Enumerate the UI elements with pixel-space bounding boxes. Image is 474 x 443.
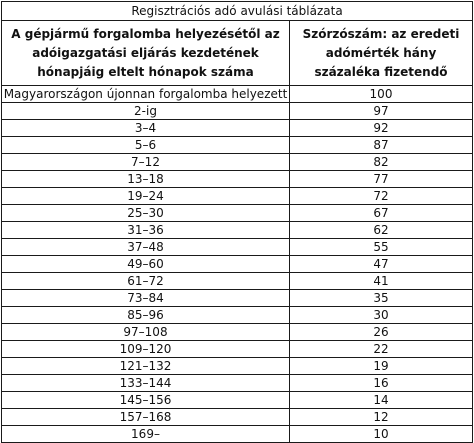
months-cell: 145–156 (2, 392, 290, 409)
table-row (2, 154, 473, 171)
percent-cell: 35 (290, 290, 473, 307)
months-cell: 169– (2, 426, 290, 443)
table-row (2, 86, 473, 103)
months-cell: 19–24 (2, 188, 290, 205)
percent-cell: 22 (290, 341, 473, 358)
months-cell: 2-ig (2, 103, 290, 120)
table-row (2, 120, 473, 137)
percent-cell: 10 (290, 426, 473, 443)
months-cell: 31–36 (2, 222, 290, 239)
months-cell: 61–72 (2, 273, 290, 290)
table-row (2, 103, 473, 120)
table-row (2, 358, 473, 375)
percent-cell: 87 (290, 137, 473, 154)
months-cell: 3–4 (2, 120, 290, 137)
months-cell: 13–18 (2, 171, 290, 188)
percent-cell: 19 (290, 358, 473, 375)
table-row (2, 239, 473, 256)
percent-cell: 77 (290, 171, 473, 188)
percent-cell: 62 (290, 222, 473, 239)
depreciation-table (1, 1, 473, 443)
months-cell: 37–48 (2, 239, 290, 256)
table-title: Regisztrációs adó avulási táblázata (2, 2, 473, 21)
percent-cell: 12 (290, 409, 473, 426)
months-cell: 73–84 (2, 290, 290, 307)
percent-cell: 14 (290, 392, 473, 409)
percent-cell: 41 (290, 273, 473, 290)
table-row (2, 392, 473, 409)
percent-cell: 16 (290, 375, 473, 392)
months-cell: 85–96 (2, 307, 290, 324)
table-row (2, 324, 473, 341)
table-row (2, 188, 473, 205)
months-cell: Magyarországon újonnan forgalomba helyezett (2, 86, 290, 103)
table-row (2, 409, 473, 426)
table-row (2, 205, 473, 222)
months-cell: 7–12 (2, 154, 290, 171)
table-header-row (2, 21, 473, 86)
table-row (2, 273, 473, 290)
percent-cell: 67 (290, 205, 473, 222)
percent-cell: 55 (290, 239, 473, 256)
percent-cell: 47 (290, 256, 473, 273)
table-row (2, 137, 473, 154)
months-cell: 49–60 (2, 256, 290, 273)
column-header-months: A gépjármű forgalomba helyezésétől az adóigazgatási eljárás kezdetének hónapjáig eltelt hónapok száma (2, 21, 290, 86)
table-row (2, 375, 473, 392)
months-cell: 133–144 (2, 375, 290, 392)
table-row (2, 256, 473, 273)
table-row (2, 307, 473, 324)
percent-cell: 92 (290, 120, 473, 137)
months-cell: 97–108 (2, 324, 290, 341)
column-header-percent: Szórzószám: az eredeti adómérték hány százaléka fizetendő (290, 21, 473, 86)
percent-cell: 72 (290, 188, 473, 205)
table-title-row (2, 2, 473, 21)
months-cell: 109–120 (2, 341, 290, 358)
months-cell: 25–30 (2, 205, 290, 222)
table-row (2, 426, 473, 443)
percent-cell: 30 (290, 307, 473, 324)
table-row (2, 290, 473, 307)
months-cell: 121–132 (2, 358, 290, 375)
months-cell: 5–6 (2, 137, 290, 154)
table-row (2, 171, 473, 188)
table-row (2, 341, 473, 358)
percent-cell: 97 (290, 103, 473, 120)
depreciation-table-container (1, 1, 472, 443)
percent-cell: 82 (290, 154, 473, 171)
percent-cell: 26 (290, 324, 473, 341)
table-row (2, 222, 473, 239)
months-cell: 157–168 (2, 409, 290, 426)
percent-cell: 100 (290, 86, 473, 103)
